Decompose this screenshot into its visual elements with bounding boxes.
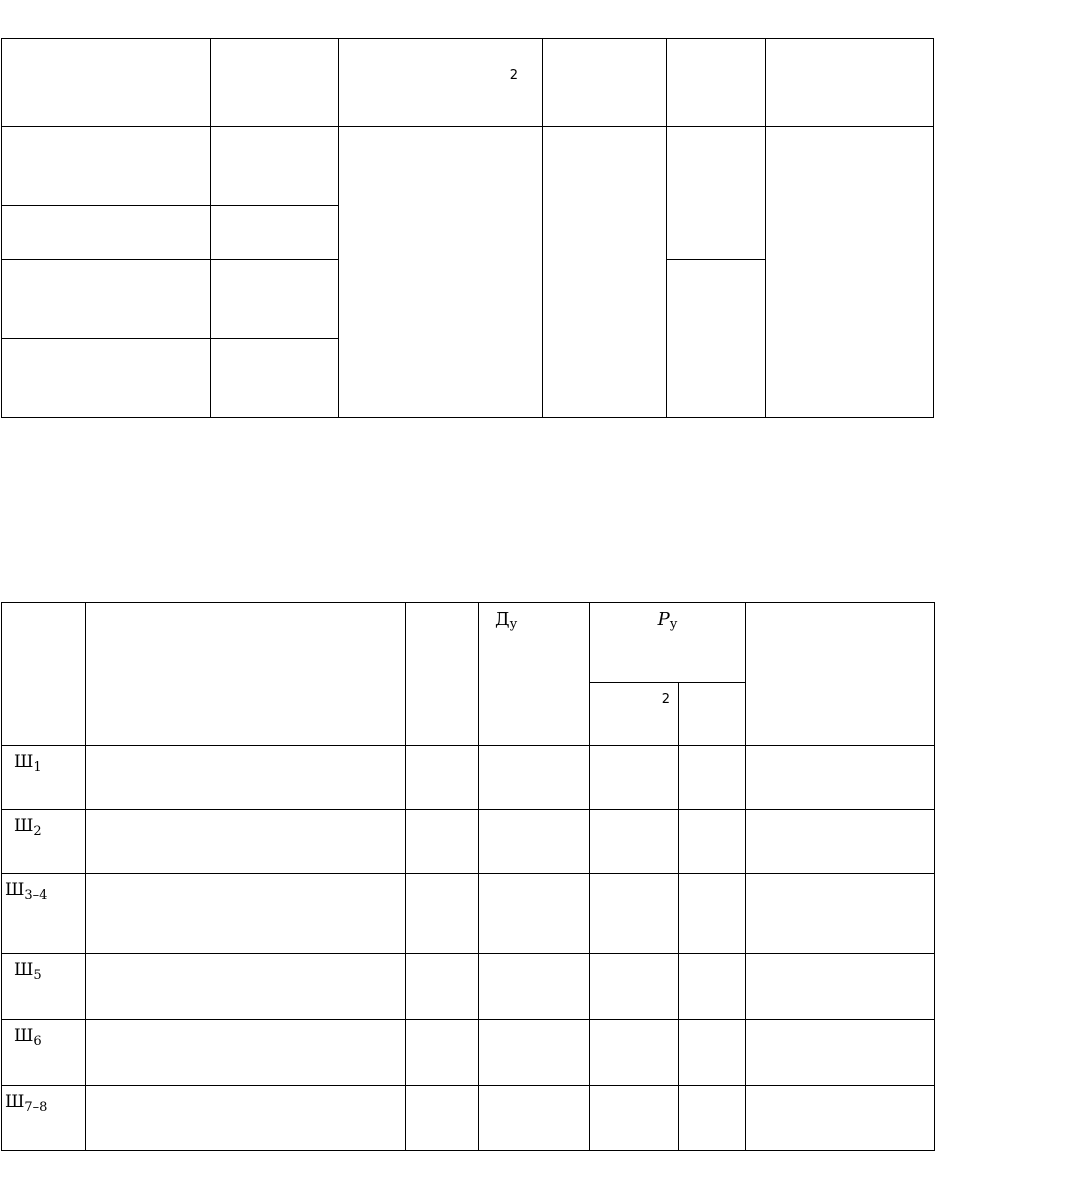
- table-cell: [86, 810, 406, 874]
- table-cell: [86, 746, 406, 810]
- table-cell: [479, 810, 590, 874]
- table-cell: [406, 874, 479, 954]
- t1-merged-col4: [543, 127, 667, 418]
- t1-r1-c1: [2, 127, 211, 206]
- t1-merged-col6: [766, 127, 934, 418]
- t1-header-cell-4: [543, 39, 667, 127]
- table-cell: [746, 1020, 935, 1086]
- table-cell: [679, 746, 746, 810]
- table-cell: [746, 746, 935, 810]
- table-row: [2, 810, 935, 874]
- t2-header-col7: [746, 603, 935, 746]
- row-label-cell: [2, 1086, 86, 1151]
- t1-header-superscript: 2: [509, 68, 518, 83]
- table-cell: [590, 1086, 679, 1151]
- table-cell: [590, 874, 679, 954]
- row-label-cell: [2, 1020, 86, 1086]
- row-label: $Ш_{7-8}$: [5, 1092, 48, 1115]
- t2-header-du: [479, 603, 590, 746]
- t1-header-cell-1: [2, 39, 211, 127]
- table-cell: [479, 874, 590, 954]
- table-cell: [86, 1020, 406, 1086]
- t1-r3-c2: [211, 260, 339, 339]
- table-cell: [86, 954, 406, 1020]
- t1-r2-c1: [2, 206, 211, 260]
- table-cell: [406, 746, 479, 810]
- table-cell: [679, 810, 746, 874]
- t1-header-cell-3: [339, 39, 543, 127]
- table-cell: [679, 1086, 746, 1151]
- table-cell: [86, 1086, 406, 1151]
- t1-header-cell-6: [766, 39, 934, 127]
- row-label: $Ш_2$: [14, 816, 42, 839]
- table-cell: [479, 1020, 590, 1086]
- t2-header-col1: [2, 603, 86, 746]
- t1-merged-col3: [339, 127, 543, 418]
- table-row: [2, 746, 935, 810]
- row-label-cell: [2, 874, 86, 954]
- t2-header-col2: [86, 603, 406, 746]
- table-cell: [746, 1086, 935, 1151]
- t1-merged-col5-bottom: [667, 260, 766, 418]
- table-cell: [679, 874, 746, 954]
- table-row: [2, 1086, 935, 1151]
- table-cell: [679, 954, 746, 1020]
- table-cell: [746, 954, 935, 1020]
- row-label: $Ш_6$: [14, 1026, 42, 1049]
- t2-header-py: [590, 603, 746, 683]
- table-cell: [406, 1086, 479, 1151]
- table-cell: [406, 810, 479, 874]
- du-symbol: $Д_у$: [495, 609, 518, 632]
- table-bottom: [1, 602, 935, 1151]
- table-row: [2, 954, 935, 1020]
- row-label: $Ш_{3-4}$: [5, 880, 48, 903]
- table-top: [1, 38, 934, 418]
- row-label-cell: [2, 746, 86, 810]
- table-cell: [746, 810, 935, 874]
- table-cell: [406, 1020, 479, 1086]
- table-cell: [590, 1020, 679, 1086]
- table-row: [2, 1020, 935, 1086]
- row-label-cell: [2, 954, 86, 1020]
- table-cell: [479, 746, 590, 810]
- table-cell: [590, 746, 679, 810]
- t1-r4-c1: [2, 339, 211, 418]
- row-label: $Ш_1$: [14, 752, 42, 775]
- row-label-cell: [2, 810, 86, 874]
- t2-subheader-py-1: [590, 683, 679, 746]
- table-cell: [590, 954, 679, 1020]
- t1-merged-col5-top: [667, 127, 766, 260]
- t1-header-cell-5: [667, 39, 766, 127]
- table-cell: [406, 954, 479, 1020]
- t2-subheader-py-2: [679, 683, 746, 746]
- t1-r1-c2: [211, 127, 339, 206]
- t1-r2-c2: [211, 206, 339, 260]
- table-cell: [479, 1086, 590, 1151]
- table-cell: [86, 874, 406, 954]
- table-cell: [679, 1020, 746, 1086]
- table-cell: [590, 810, 679, 874]
- table-cell: [479, 954, 590, 1020]
- t2-header-col3: [406, 603, 479, 746]
- t2-header-superscript: 2: [661, 692, 670, 707]
- table-cell: [746, 874, 935, 954]
- t1-r3-c1: [2, 260, 211, 339]
- py-symbol: $P_у$: [657, 609, 678, 632]
- t1-r4-c2: [211, 339, 339, 418]
- t1-header-cell-2: [211, 39, 339, 127]
- table-row: [2, 874, 935, 954]
- row-label: $Ш_5$: [14, 960, 42, 983]
